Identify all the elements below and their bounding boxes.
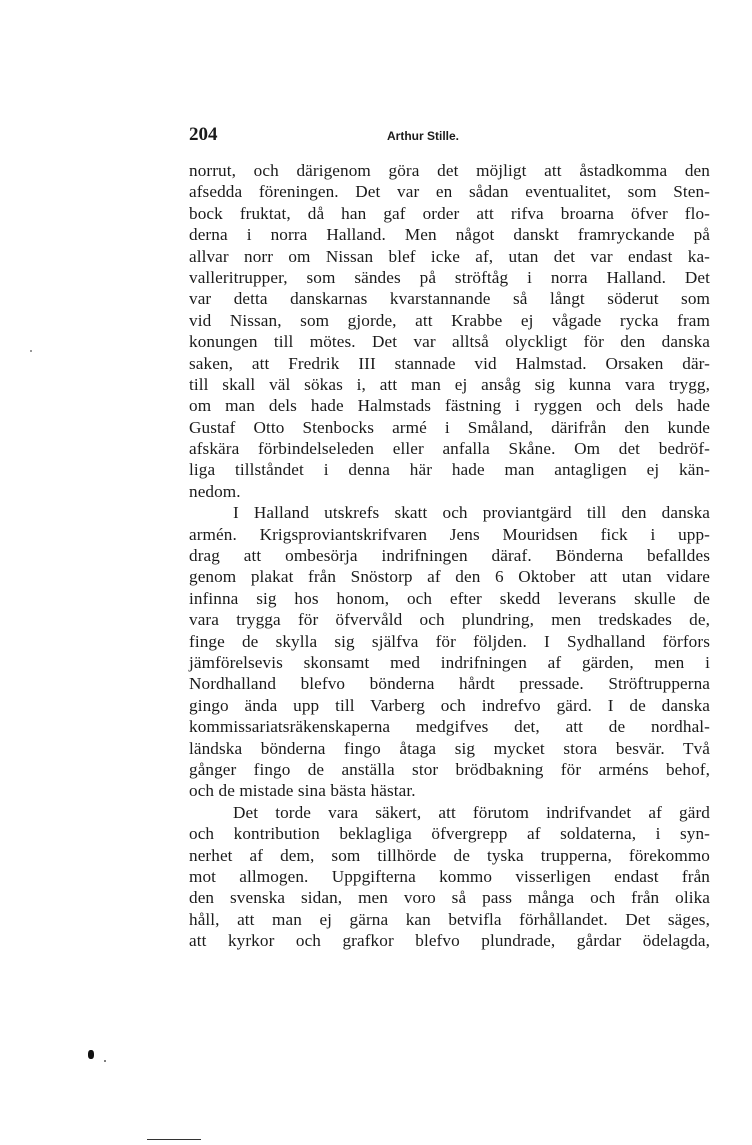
text-line: valleritrupper, som sändes på ströftåg i norra Halland. Det — [189, 267, 710, 287]
paragraph-1 — [189, 160, 710, 502]
text-line: Gustaf Otto Stenbocks armé i Småland, därifrån den kunde — [189, 417, 710, 437]
margin-ink-blot — [88, 1050, 94, 1059]
text-line: till skall väl sökas i, att man ej ansåg sig kunna vara trygg, — [189, 374, 710, 394]
running-head: Arthur Stille. — [387, 129, 460, 143]
paragraph-3 — [189, 802, 710, 952]
text-line: kommissariatsräkenskaperna medgifves det, att de nordhal- — [189, 717, 710, 737]
bottom-edge-rule — [147, 1139, 201, 1140]
text-line: afskära förbindelseleden eller anfalla Skåne. Om det bedröf- — [189, 439, 710, 459]
text-line: konungen till mötes. Det var alltså olyckligt för den danska — [189, 332, 710, 352]
text-line: finge de skylla sig själfva för följden. I Sydhalland förfors — [189, 631, 710, 651]
text-line: I Halland utskrefs skatt och proviantgärd till den danska — [233, 503, 710, 523]
text-line: vara trygga för öfvervåld och plundring, men tredskades de, — [189, 610, 710, 630]
margin-speck — [104, 1060, 106, 1062]
text-line: bock fruktat, då han gaf order att rifva broarna öfver flo- — [189, 203, 710, 223]
text-line: och kontribution beklagliga öfvergrepp af soldaterna, i syn- — [189, 824, 710, 844]
text-line: nerhet af dem, som tillhörde de tyska trupperna, förekommo — [189, 845, 710, 865]
text-line: håll, att man ej gärna kan betvifla förhållandet. Det säges, — [189, 909, 710, 929]
text-line: derna i norra Halland. Men något danskt framryckande på — [189, 225, 710, 245]
text-line: gingo ända upp till Varberg och indrefvo gärd. I de danska — [189, 695, 710, 715]
text-line: gånger fingo de anställa stor brödbakning för arméns behof, — [189, 759, 710, 779]
text-line: nedom. — [189, 481, 241, 501]
text-line: saken, att Fredrik III stannade vid Halmstad. Orsaken där- — [189, 353, 710, 373]
body-text — [189, 160, 710, 951]
text-line: mot allmogen. Uppgifterna kommo visserligen endast från — [189, 866, 710, 886]
text-line: norrut, och därigenom göra det möjligt att åstadkomma den — [189, 161, 710, 180]
text-line: om man dels hade Halmstads fästning i ryggen och dels hade — [189, 396, 710, 416]
text-line: var detta danskarnas kvarstannande så långt söderut som — [189, 289, 710, 309]
text-line: infinna sig hos honom, och efter skedd leverans skulle de — [189, 588, 710, 608]
text-line: liga tillståndet i denna här hade man antagligen ej kän- — [189, 460, 710, 480]
text-line: afsedda föreningen. Det var en sådan eventualitet, som Sten- — [189, 182, 710, 202]
text-line: vid Nissan, som gjorde, att Krabbe ej vågade rycka fram — [189, 310, 710, 330]
paragraph-2 — [189, 502, 710, 801]
text-line: armén. Krigsproviantskrifvaren Jens Mouridsen fick i upp- — [189, 524, 710, 544]
text-line: Nordhalland blefvo bönderna hårdt pressade. Ströftrupperna — [189, 674, 710, 694]
text-line: och de mistade sina bästa hästar. — [189, 781, 416, 801]
text-line: den svenska sidan, men voro så pass många och från olika — [189, 888, 710, 908]
margin-speck — [30, 350, 32, 352]
text-line: att kyrkor och grafkor blefvo plundrade, gårdar ödelagda, — [189, 931, 710, 951]
text-line: drag att ombesörja indrifningen däraf. Bönderna befalldes — [189, 546, 710, 566]
page-header — [189, 124, 709, 148]
text-line: Det torde vara säkert, att förutom indrifvandet af gärd — [233, 802, 710, 822]
text-line: allvar norr om Nissan blef icke af, utan det var endast ka- — [189, 246, 710, 266]
text-line: ländska bönderna fingo åtaga sig mycket stora besvär. Två — [189, 738, 710, 758]
text-line: genom plakat från Snöstorp af den 6 Oktober att utan vidare — [189, 567, 710, 587]
text-line: jämförelsevis skonsamt med indrifningen af gärden, men i — [189, 652, 710, 672]
page-number: 204 — [189, 124, 218, 145]
